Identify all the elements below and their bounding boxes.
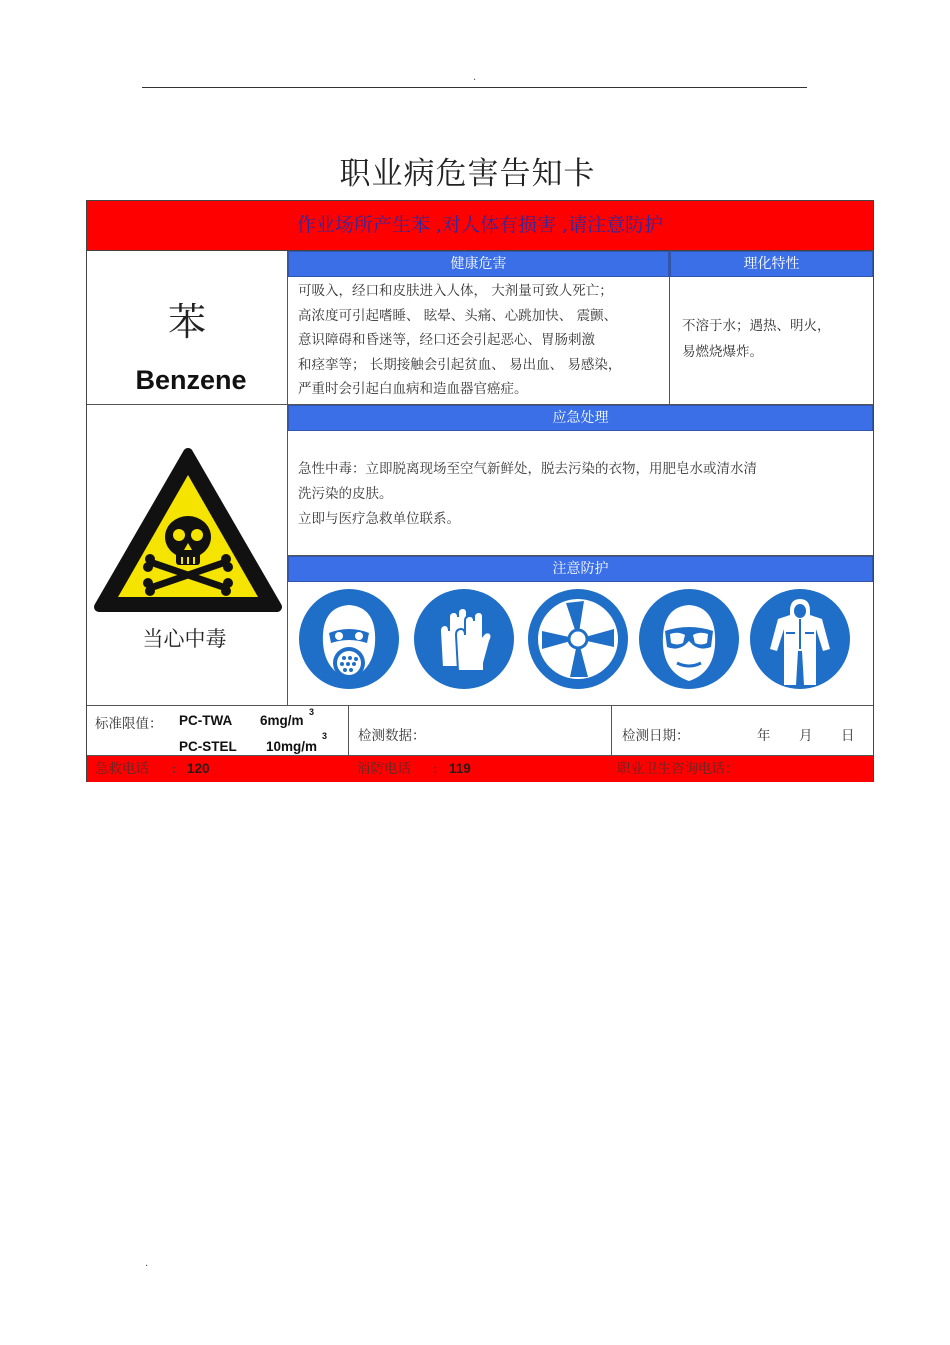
emergency-cell [288,405,873,556]
protective-suit-icon [748,587,852,691]
emergency-text [298,457,757,532]
protection-icons-cell [288,582,873,706]
stel-value: 10mg/m [266,739,318,754]
emergency-line: 立即与医疗急救单位联系。 [298,511,460,527]
warning-banner: 作业场所产生苯 ,对人体有损害 ,请注意防护 [87,201,873,251]
health-hazard-heading: 健康危害 [288,251,669,277]
year-label: 年 [757,728,771,744]
chemical-name-cell [87,251,288,405]
exposure-limits-cell [87,706,349,756]
fire-phone-colon: : [433,761,438,777]
twa-unit-exponent: 3 [309,707,315,717]
emergency-phone-number: 120 [187,761,210,776]
emergency-heading: 应急处理 [288,405,873,431]
emergency-line: 洗污染的皮肤。 [298,486,393,502]
health-hazard-line: 严重时会引起白血病和造血器官癌症。 [298,381,528,397]
health-hazard-line: 高浓度可引起嗜睡、 眩晕、头痛、心跳加快、 震颤、 [298,307,618,324]
emergency-phone-colon: : [172,761,177,777]
protective-gloves-icon [412,587,516,691]
month-label: 月 [799,728,813,744]
health-hazard-line: 可吸入，经口和皮肤进入人体， 大剂量可致人死亡； [298,283,613,299]
consult-phone-label: 职业卫生咨询电话： [617,761,739,777]
test-date-label: 检测日期： [622,728,690,744]
health-hazard-line: 意识障碍和昏迷等，经口还会引起恶心、胃肠刺激 [298,332,595,348]
chemical-name-en: Benzene [135,365,247,395]
physchem-line: 不溶于水；遇热、明火， [682,318,831,334]
health-hazard-cell [288,251,670,405]
limit-label: 标准限值： [95,716,163,732]
protection-heading: 注意防护 [288,556,873,582]
safety-goggles-icon [637,587,741,691]
twa-label: PC-TWA [179,713,233,728]
ventilation-fan-icon [526,587,630,691]
footer-dot: . [145,1258,149,1269]
test-data-label: 检测数据： [358,728,426,744]
phone-bar [87,756,873,782]
stel-label: PC-STEL [179,739,237,754]
emergency-line: 急性中毒：立即脱离现场至空气新鲜处，脱去污染的衣物，用肥皂水或清水清 [298,461,757,477]
page-title: 职业病危害告知卡 [339,156,596,192]
header-rule [142,87,807,88]
respirator-mask-icon [297,587,401,691]
physchem-text [682,313,831,365]
health-hazard-line: 和痉挛等； 长期接触会引起贫血、 易出血、 易感染， [298,356,622,373]
stel-unit-exponent: 3 [322,731,328,741]
warning-sign-cell [87,405,288,706]
physchem-heading: 理化特性 [670,251,873,277]
fire-phone-number: 119 [449,761,471,776]
hazard-notice-card [86,200,874,782]
twa-value: 6mg/m [260,713,304,728]
test-data-cell [349,706,612,756]
physchem-line: 易燃烧爆炸。 [682,344,763,360]
fire-phone-label: 消防电话 [357,761,411,777]
day-label: 日 [841,728,855,744]
physchem-cell [670,251,873,405]
toxic-skull-warning-icon [93,445,283,617]
chemical-name-zh: 苯 [167,300,206,344]
header-dot: . [473,72,477,83]
emergency-phone-label: 急救电话 [95,761,149,777]
test-date-cell [612,706,873,756]
warning-label: 当心中毒 [142,627,227,651]
health-hazard-text [298,279,666,402]
